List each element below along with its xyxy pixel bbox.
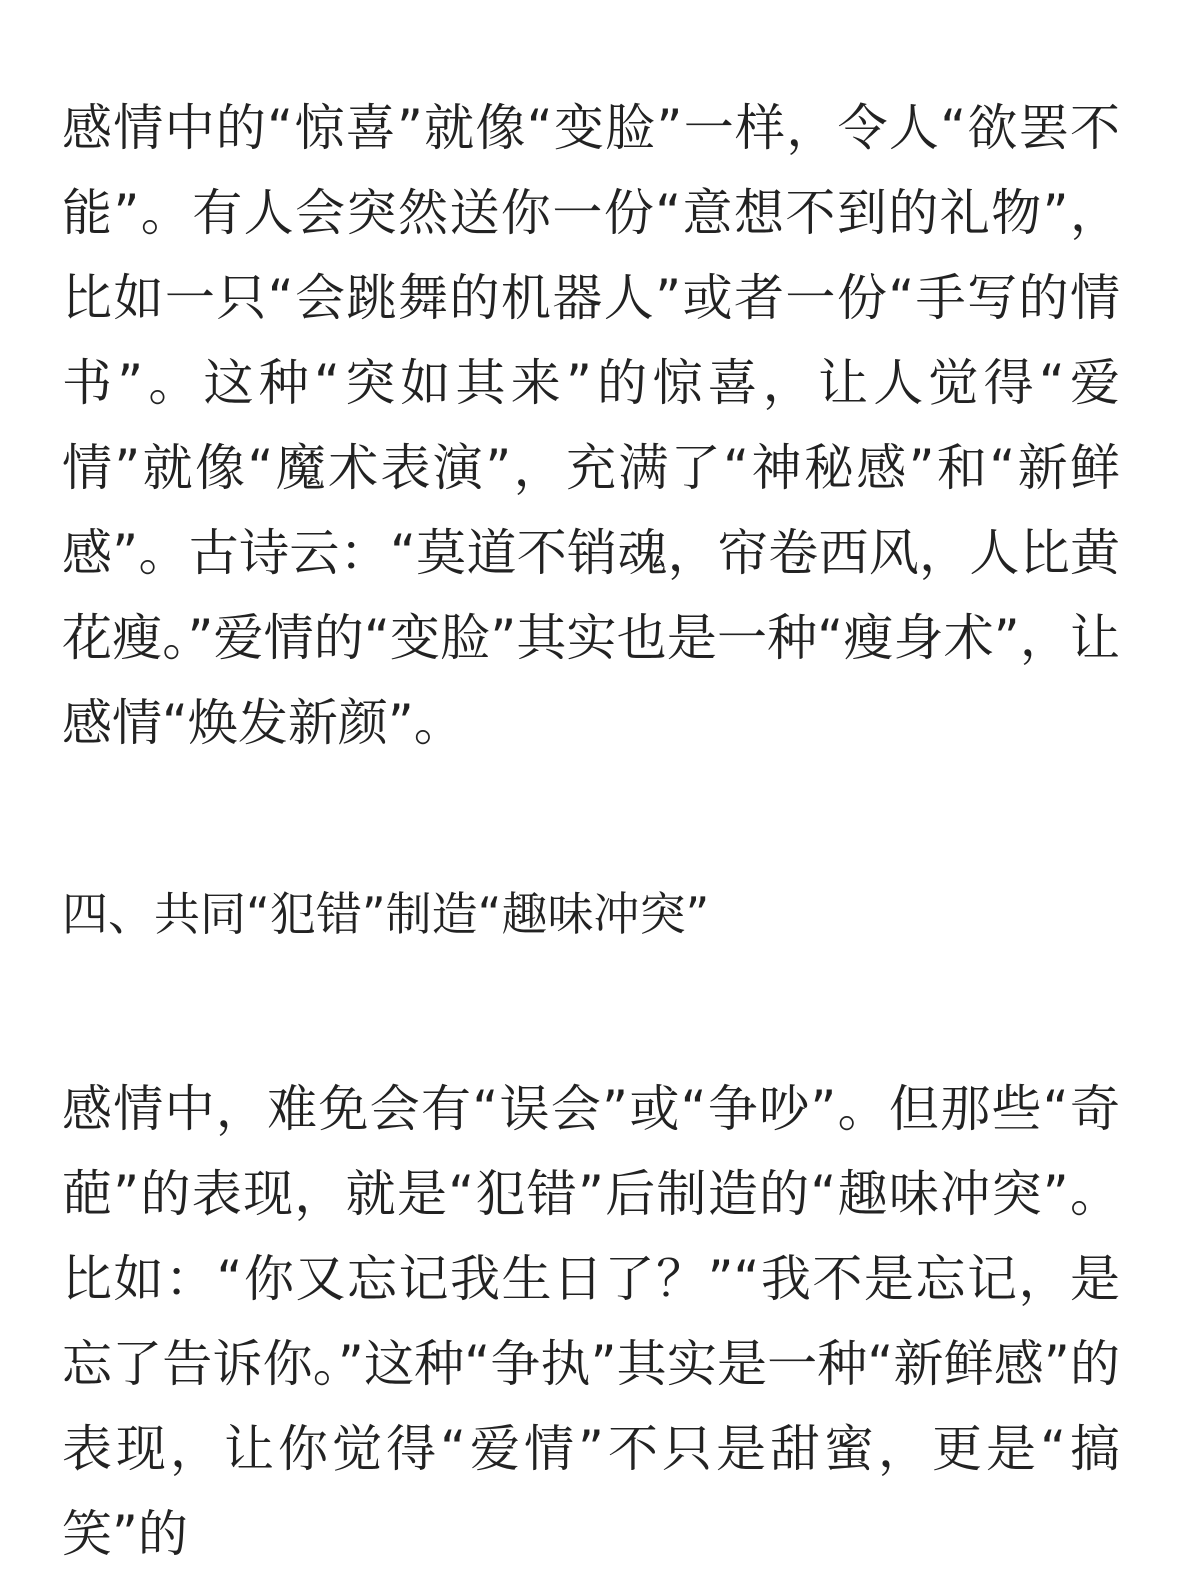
section-heading: 四、共同“犯错”制造“趣味冲突” (62, 887, 710, 941)
paragraph-conflict: 感情中，难免会有“误会”或“争吵”。但那些“奇葩”的表现，就是“犯错”后制造的“趣味冲突”。比如：“你又忘记我生日了？”“我不是忘记，是忘了告诉你。”这种“争执”其实是一种“新鲜感”的表现，让你觉得“爱情”不只是甜蜜，更是“搞笑”的 (62, 1080, 1120, 1563)
paragraph-surprise: 感情中的“惊喜”就像“变脸”一样，令人“欲罢不能”。有人会突然送你一份“意想不到的礼物”，比如一只“会跳舞的机器人”或者一份“手写的情书”。这种“突如其来”的惊喜，让人觉得“爱情”就像“魔术表演”，充满了“神秘感”和“新鲜感”。古诗云：“莫道不销魂，帘卷西风，人比黄花瘦。”爱情的“变脸”其实也是一种“瘦身术”，让感情“焕发新颜”。 (62, 99, 1120, 752)
article-body (62, 86, 1120, 1577)
